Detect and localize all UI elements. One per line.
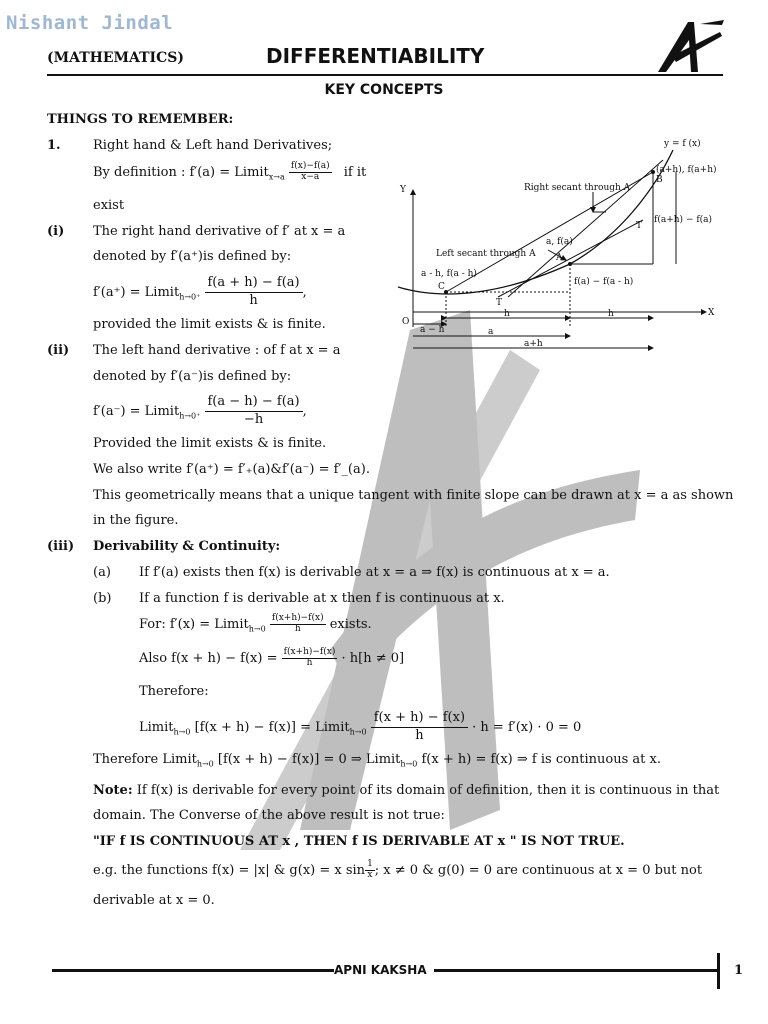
note-line1 [93,783,719,799]
item-ii-line4: We also write f′(a⁺) = f′₊(a)&f′(a⁻) = f′_(a). [93,462,370,477]
point-a-coords: a, f(a) [546,237,573,247]
item-i-formula [93,275,307,310]
item-iii-title: Derivability & Continuity: [93,539,281,554]
section-heading: KEY CONCEPTS [324,82,444,98]
also-tail: · h[h ≠ 0] [341,650,405,666]
point-a-letter: A [556,253,563,263]
for-den: h [294,623,301,634]
rhd-formula-comma: , [302,284,307,300]
point-c-letter: C [438,282,445,292]
example-line2: derivable at x = 0. [93,893,215,908]
also-line [139,648,404,669]
for-text: For: f′(x) = Limit [139,616,249,632]
example-tail: ; x ≠ 0 & g(0) = 0 are continuous at x = 0 but not [374,862,703,878]
segment-h-left: h [504,309,510,319]
therefore2-tail: f(x + h) = f(x) ⇒ f is continuous at x. [417,752,661,767]
item-i-line2: denoted by f′(a⁺)is defined by: [93,249,292,264]
definition-exist: exist [93,198,125,213]
lhd-formula-num: f(a − h) − f(a) [205,394,303,412]
lhd-formula-sub: h→0⁺ [179,411,201,421]
example-line [93,860,702,881]
also-text: Also f(x + h) − f(x) = [139,650,278,666]
item-ii-mark: (ii) [47,343,70,358]
therefore2-text: Therefore Limit [93,752,197,767]
example-den: x [367,869,373,880]
segment-a: a [488,327,494,337]
footer-rule-left [52,969,334,972]
also-num: f(x+h)−f(x) [283,647,336,657]
limit-text: Limit [139,719,174,735]
definition-line [93,162,366,183]
item-ii-line1: The left hand derivative : of f at x = a [93,343,341,358]
tangent-lower-label: T [496,298,503,308]
rhd-formula-num: f(a + h) − f(a) [205,275,303,293]
sub-a-mark: (a) [93,565,111,580]
item-i-line1: The right hand derivative of f′ at x = a [93,224,346,239]
sub-b-mark: (b) [93,591,112,606]
for-line [139,614,372,635]
limit-num: f(x + h) − f(x) [371,710,468,728]
footer-rule-right [434,969,718,972]
sub-a-text: If f′(a) exists then f(x) is derivable at x = a ⇒ f(x) is continuous at x = a. [139,565,610,580]
limit-sub2: h→0 [349,727,367,737]
for-tail: exists. [325,616,372,632]
sub-b-text: If a function f is derivable at x then f is continuous at x. [139,591,505,606]
example-num: 1 [367,859,373,869]
example-text: e.g. the functions f(x) = |x| & g(x) = x sin [93,862,366,878]
rhd-formula-text: f′(a⁺) = Limit [93,284,180,300]
therefore2-sub: h→0 [196,759,214,769]
item-iii-mark: (iii) [47,539,75,554]
for-sub: h→0 [248,624,266,634]
curve-label: y = f (x) [664,139,701,149]
item1-title: Right hand & Left hand Derivatives; [93,138,333,153]
definition-den: x−a [301,171,320,182]
item-ii-formula [93,394,307,429]
therefore2-mid: [f(x + h) − f(x)] = 0 ⇒ Limit [213,752,401,767]
brand-logo [650,18,726,74]
lhd-formula-text: f′(a⁻) = Limit [93,403,180,419]
secant-tangent-figure [388,132,736,358]
note-text: If f(x) is derivable for every point of its domain of definition, then it is continuous in that [132,783,720,798]
therefore2-sub2: h→0 [400,759,418,769]
lhd-formula-comma: , [302,403,307,419]
subject-label: (MATHEMATICS) [47,50,184,66]
point-b-coords: (a+h), f(a+h) [656,165,717,175]
rise-right-label: f(a+h) − f(a) [654,215,713,225]
point-b-letter: B [656,175,663,185]
limit-tail: · h = f′(x) · 0 = 0 [468,719,582,735]
item-ii-line2: denoted by f′(a⁻)is defined by: [93,369,292,384]
also-den: h [306,657,313,668]
right-secant-label: Right secant through A [524,183,631,193]
item-i-mark: (i) [47,224,65,239]
item1-number: 1. [47,138,61,153]
tangent-upper-label: T [636,221,643,231]
y-axis-label: Y [400,185,406,195]
definition-tail: if it [343,164,367,180]
origin-label: O [402,317,410,327]
page-number: 1 [734,963,744,978]
lhd-formula-den: −h [243,411,264,427]
segment-h-right: h [608,309,614,319]
definition-text: By definition : f′(a) = Limit [93,164,269,180]
therefore2-line [93,752,661,770]
segment-a-plus-h: a+h [524,339,543,349]
rhd-formula-sub: h→0⁺ [179,292,201,302]
therefore-label: Therefore: [139,684,209,699]
x-axis-label: X [708,308,715,318]
item-ii-line6: in the figure. [93,513,179,528]
point-c-coords: a - h, f(a - h) [421,269,477,279]
for-num: f(x+h)−f(x) [271,613,324,623]
item-ii-line5: This geometrically means that a unique tangent with finite slope can be drawn at x = a as shown [93,488,734,503]
limit-den: h [415,727,424,743]
note-label: Note: [93,783,133,798]
definition-num: f(x)−f(a) [290,161,330,171]
author-name: Nishant Jindal [6,12,174,34]
note-line2: domain. The Converse of the above result is not true: [93,808,445,823]
item-ii-line3: Provided the limit exists & is finite. [93,436,327,451]
left-secant-label: Left secant through A [436,249,536,259]
footer-divider [717,953,720,989]
limit-line [139,710,581,745]
rise-left-label: f(a) − f(a - h) [574,277,634,287]
limit-sub: h→0 [173,727,191,737]
bold-claim: "IF f IS CONTINUOUS AT x , THEN f IS DERIVABLE AT x " IS NOT TRUE. [93,834,625,849]
item-i-line3: provided the limit exists & is finite. [93,317,326,332]
things-heading: THINGS TO REMEMBER: [47,112,234,127]
footer-brand: APNI KAKSHA [334,963,427,977]
segment-a-minus-h: a − h [420,325,445,335]
definition-sub: x→a [268,172,285,182]
header-rule [47,74,723,76]
rhd-formula-den: h [249,292,258,308]
limit-mid: [f(x + h) − f(x)] = Limit [190,719,350,735]
page-title: DIFFERENTIABILITY [266,44,485,68]
